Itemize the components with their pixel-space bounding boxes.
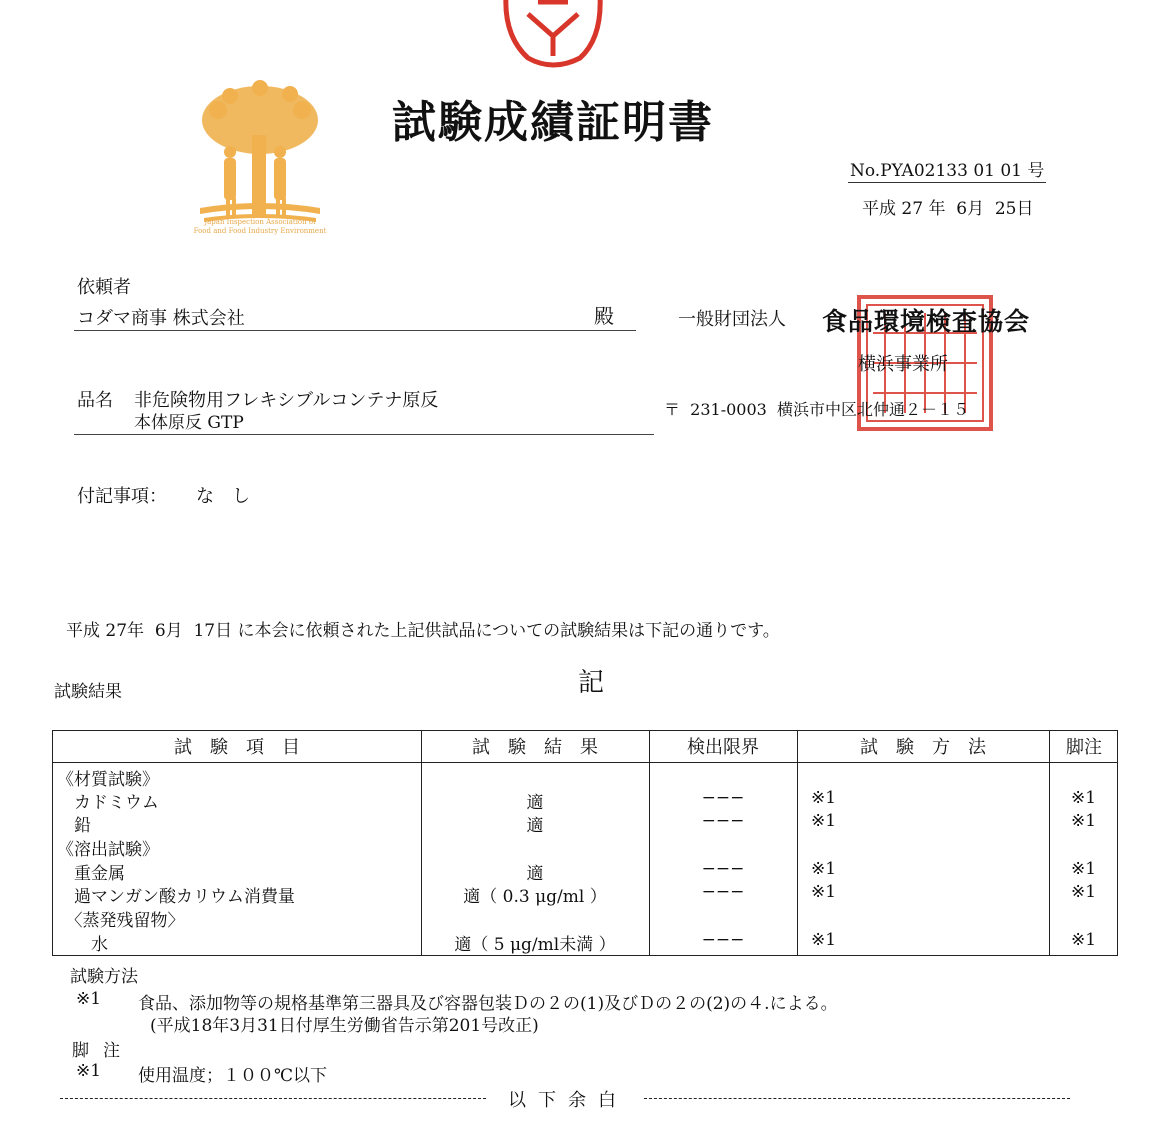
- cell-limit: −−−: [701, 811, 745, 831]
- test-method-mark: ※1: [76, 989, 102, 1009]
- cell-note: ※1: [1071, 788, 1097, 808]
- table-row: [53, 835, 1117, 858]
- cell-limit: −−−: [701, 859, 745, 879]
- cell-note: ※1: [1071, 930, 1097, 950]
- cell-limit: −−−: [701, 788, 745, 808]
- remarks-value: なし: [196, 486, 268, 507]
- ki-heading: 記: [578, 668, 605, 698]
- top-seal-stamp: [498, 0, 608, 68]
- cell-item: 鉛: [57, 816, 91, 836]
- product-name-line1: 非危険物用フレキシブルコンテナ原反: [134, 390, 439, 411]
- cell-result: 適: [526, 864, 544, 884]
- header-result: 試 験 結 果: [472, 737, 598, 758]
- table-row: [53, 906, 1117, 929]
- issuer-office: 横浜事業所: [858, 354, 948, 375]
- table-row: [53, 930, 1117, 953]
- remarks-label: 付記事項：: [77, 486, 167, 507]
- issue-date: 平成 27 年 6月 25日: [862, 199, 1034, 219]
- cell-result: 適（ 0.3 μg/ml ）: [463, 887, 607, 907]
- cell-result: 適: [526, 816, 544, 836]
- cell-method: ※1: [811, 811, 837, 831]
- results-table: [52, 730, 1118, 956]
- cell-item: カドミウム: [57, 793, 159, 813]
- issuer-org-name: 食品環境検査協会: [822, 307, 1031, 336]
- table-row: [53, 811, 1117, 834]
- cell-item: 《材質試験》: [57, 770, 159, 790]
- certificate-number: No.PYA02133 01 01 号: [848, 156, 1046, 183]
- cell-note: ※1: [1071, 811, 1097, 831]
- cell-note: ※1: [1071, 882, 1097, 902]
- cell-item: 〈蒸発残留物〉: [57, 911, 185, 931]
- test-method-text: 食品、添加物等の規格基準第三器具及び容器包装Ｄの２の(1)及びＤの２の(2)の４.による。: [138, 994, 838, 1014]
- product-underline: [74, 434, 654, 435]
- client-underline: [74, 330, 636, 331]
- document-title: 試験成績証明書: [392, 97, 714, 148]
- cell-result: 適: [526, 793, 544, 813]
- footnotes-title: 脚注: [72, 1041, 134, 1061]
- table-row: [53, 882, 1117, 905]
- cell-method: ※1: [811, 788, 837, 808]
- header-divider: [53, 762, 1117, 763]
- table-row: [53, 765, 1117, 788]
- table-row: [53, 859, 1117, 882]
- client-name: コダマ商事 株式会社: [77, 308, 245, 329]
- issuer-address: 〒 231-0003 横浜市中区北仲通２－１５: [664, 400, 970, 419]
- cell-result: 適（ 5 μg/ml未満 ）: [454, 935, 616, 955]
- logo-caption: [160, 218, 360, 236]
- cell-limit: −−−: [701, 882, 745, 902]
- header-note: 脚注: [1066, 737, 1102, 758]
- cell-method: ※1: [811, 882, 837, 902]
- issuer-org-type: 一般財団法人: [678, 309, 786, 330]
- header-item: 試 験 項 目: [174, 737, 300, 758]
- test-methods-title: 試験方法: [70, 967, 138, 987]
- product-label: 品名: [77, 390, 113, 411]
- end-of-document-text: 以下余白: [508, 1090, 628, 1111]
- logo-caption-line2: Food and Food Industry Environment: [193, 227, 327, 235]
- product-name-line2: 本体原反 GTP: [134, 413, 244, 433]
- client-label: 依頼者: [77, 277, 131, 298]
- client-honorific: 殿: [594, 304, 614, 328]
- footnote-mark: ※1: [76, 1061, 102, 1081]
- cell-item: 過マンガン酸カリウム消費量: [57, 887, 295, 907]
- cell-method: ※1: [811, 859, 837, 879]
- cell-note: ※1: [1071, 859, 1097, 879]
- logo-caption-line1: Japan Inspection Association of: [204, 218, 316, 226]
- header-method: 試 験 方 法: [860, 737, 986, 758]
- test-method-text-note: (平成18年3月31日付厚生労働省告示第201号改正): [150, 1016, 539, 1036]
- end-rule-left: [60, 1098, 486, 1099]
- association-logo-tree-icon: [160, 80, 360, 240]
- table-row: [53, 788, 1117, 811]
- results-label: 試験結果: [54, 682, 122, 702]
- header-limit: 検出限界: [687, 737, 759, 758]
- cell-limit: −−−: [701, 930, 745, 950]
- intro-sentence: 平成 27年 6月 17日 に本会に依頼された上記供試品についての試験結果は下記の通りです。: [66, 621, 780, 641]
- end-rule-right: [644, 1098, 1070, 1099]
- cell-item: 《溶出試験》: [57, 840, 159, 860]
- footnote-text: 使用温度；１００℃以下: [138, 1066, 328, 1086]
- cell-item: 水: [57, 935, 108, 955]
- cell-method: ※1: [811, 930, 837, 950]
- cell-item: 重金属: [57, 864, 125, 884]
